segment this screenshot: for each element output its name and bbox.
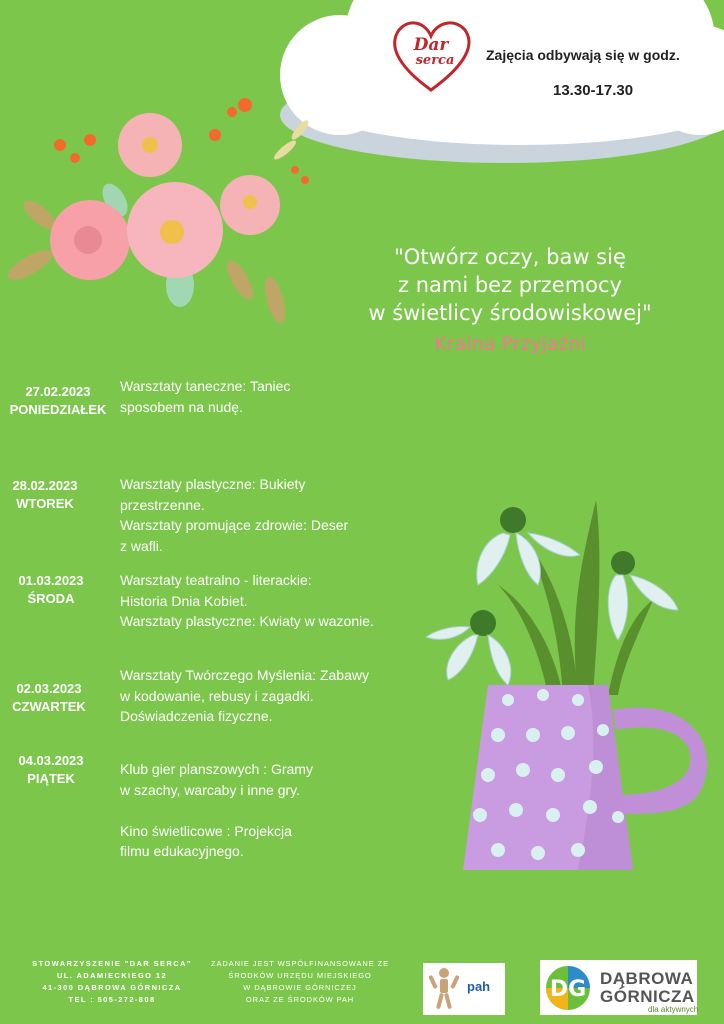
- schedule-desc-tuesday: [120, 474, 348, 556]
- schedule-date-wednesday: [12, 572, 90, 608]
- date-text: 04.03.2023: [18, 753, 84, 768]
- desc-line: w kodowanie, rebusy i zagadki.: [120, 687, 314, 704]
- desc-line: [120, 800, 313, 821]
- snowdrop-vase-illustration: [418, 495, 718, 880]
- dg-logo-line1: DĄBROWA: [600, 969, 694, 988]
- dabrowa-gornicza-logo: [540, 960, 697, 1015]
- schedule-desc-friday: [120, 759, 313, 862]
- footer-line: UL. ADAMIECKIEGO 12: [56, 971, 168, 980]
- schedule-date-thursday: [10, 680, 88, 716]
- footer-line: TEL : 505-272-808: [68, 995, 156, 1004]
- date-text: 01.03.2023: [18, 573, 84, 588]
- pah-logo-text: pah: [467, 979, 491, 994]
- motto-line: z nami bez przemocy: [398, 273, 622, 297]
- desc-line: Historia Dnia Kobiet.: [120, 592, 248, 609]
- desc-line: sposobem na nudę.: [120, 398, 243, 415]
- date-text: 28.02.2023: [12, 478, 78, 493]
- footer-line: STOWARZYSZENIE "DAR SERCA": [32, 959, 192, 968]
- schedule-date-monday: [6, 383, 110, 419]
- logo-text-bottom: serca: [415, 53, 455, 68]
- svg-text:DG: DG: [549, 977, 587, 1002]
- desc-line: w szachy, warcaby i inne gry.: [120, 781, 300, 798]
- footer-line: ZADANIE JEST WSPÓŁFINANSOWANE ZE: [211, 959, 389, 968]
- day-text: ŚRODA: [27, 591, 75, 606]
- cloud-shape: [270, 0, 724, 170]
- footer-organization: [22, 958, 202, 1006]
- desc-line: filmu edukacyjnego.: [120, 843, 244, 859]
- motto-line: w świetlicy środowiskowej": [368, 301, 652, 325]
- desc-line: Warsztaty plastyczne: Bukiety: [120, 476, 306, 492]
- puppet-icon: [429, 967, 459, 1011]
- footer-line: ORAZ ZE ŚRODKÓW PAH: [245, 995, 355, 1004]
- date-text: 27.02.2023: [25, 384, 91, 399]
- schedule-desc-wednesday: [120, 570, 374, 632]
- schedule-desc-monday: [120, 376, 290, 417]
- dar-serca-logo: [385, 14, 477, 96]
- footer-funding: [198, 958, 402, 1006]
- dg-logo-tagline: dla aktywnych: [648, 1005, 699, 1014]
- motto-line: "Otwórz oczy, baw się: [394, 245, 626, 269]
- hours-label: Zajęcia odbywają się w godz.: [486, 47, 680, 63]
- motto: [320, 243, 700, 327]
- desc-line: przestrzenne.: [120, 496, 205, 513]
- date-text: 02.03.2023: [16, 681, 82, 696]
- day-text: CZWARTEK: [12, 699, 86, 714]
- day-text: WTOREK: [16, 496, 74, 511]
- schedule-date-tuesday: [8, 477, 82, 513]
- dg-logo-line2: GÓRNICZA: [600, 987, 695, 1006]
- desc-line: Warsztaty promujące zdrowie: Deser: [120, 517, 349, 533]
- desc-line: Klub gier planszowych : Gramy: [120, 761, 313, 777]
- pah-logo: [423, 963, 505, 1015]
- desc-line: z wafli.: [120, 537, 163, 554]
- desc-line: Warsztaty taneczne: Taniec: [120, 378, 291, 394]
- desc-line: Kino świetlicowe : Projekcja: [120, 822, 292, 839]
- footer-line: ŚRODKÓW URZĘDU MIEJSKIEGO: [228, 971, 372, 980]
- desc-line: Warsztaty teatralno - literackie:: [120, 572, 312, 588]
- logo-text-top: Dar: [413, 35, 449, 55]
- footer-line: W DĄBROWIE GÓRNICZEJ: [243, 983, 357, 992]
- day-text: PIĄTEK: [27, 771, 75, 786]
- flower-bouquet-illustration: [0, 90, 330, 330]
- dg-emblem-icon: [544, 964, 594, 1012]
- footer-line: 41-300 DĄBROWA GÓRNICZA: [42, 983, 182, 992]
- day-text: PONIEDZIAŁEK: [9, 402, 107, 417]
- schedule-date-friday: [12, 752, 90, 788]
- desc-line: Doświadczenia fizyczne.: [120, 708, 273, 724]
- schedule-desc-thursday: [120, 665, 369, 727]
- desc-line: Warsztaty Twórczego Myślenia: Zabawy: [120, 667, 369, 683]
- desc-line: Warsztaty plastyczne: Kwiaty w wazonie.: [120, 613, 374, 629]
- motto-subtitle: Kraina Przyjaźni: [434, 333, 586, 355]
- hours-time: 13.30-17.30: [553, 82, 634, 99]
